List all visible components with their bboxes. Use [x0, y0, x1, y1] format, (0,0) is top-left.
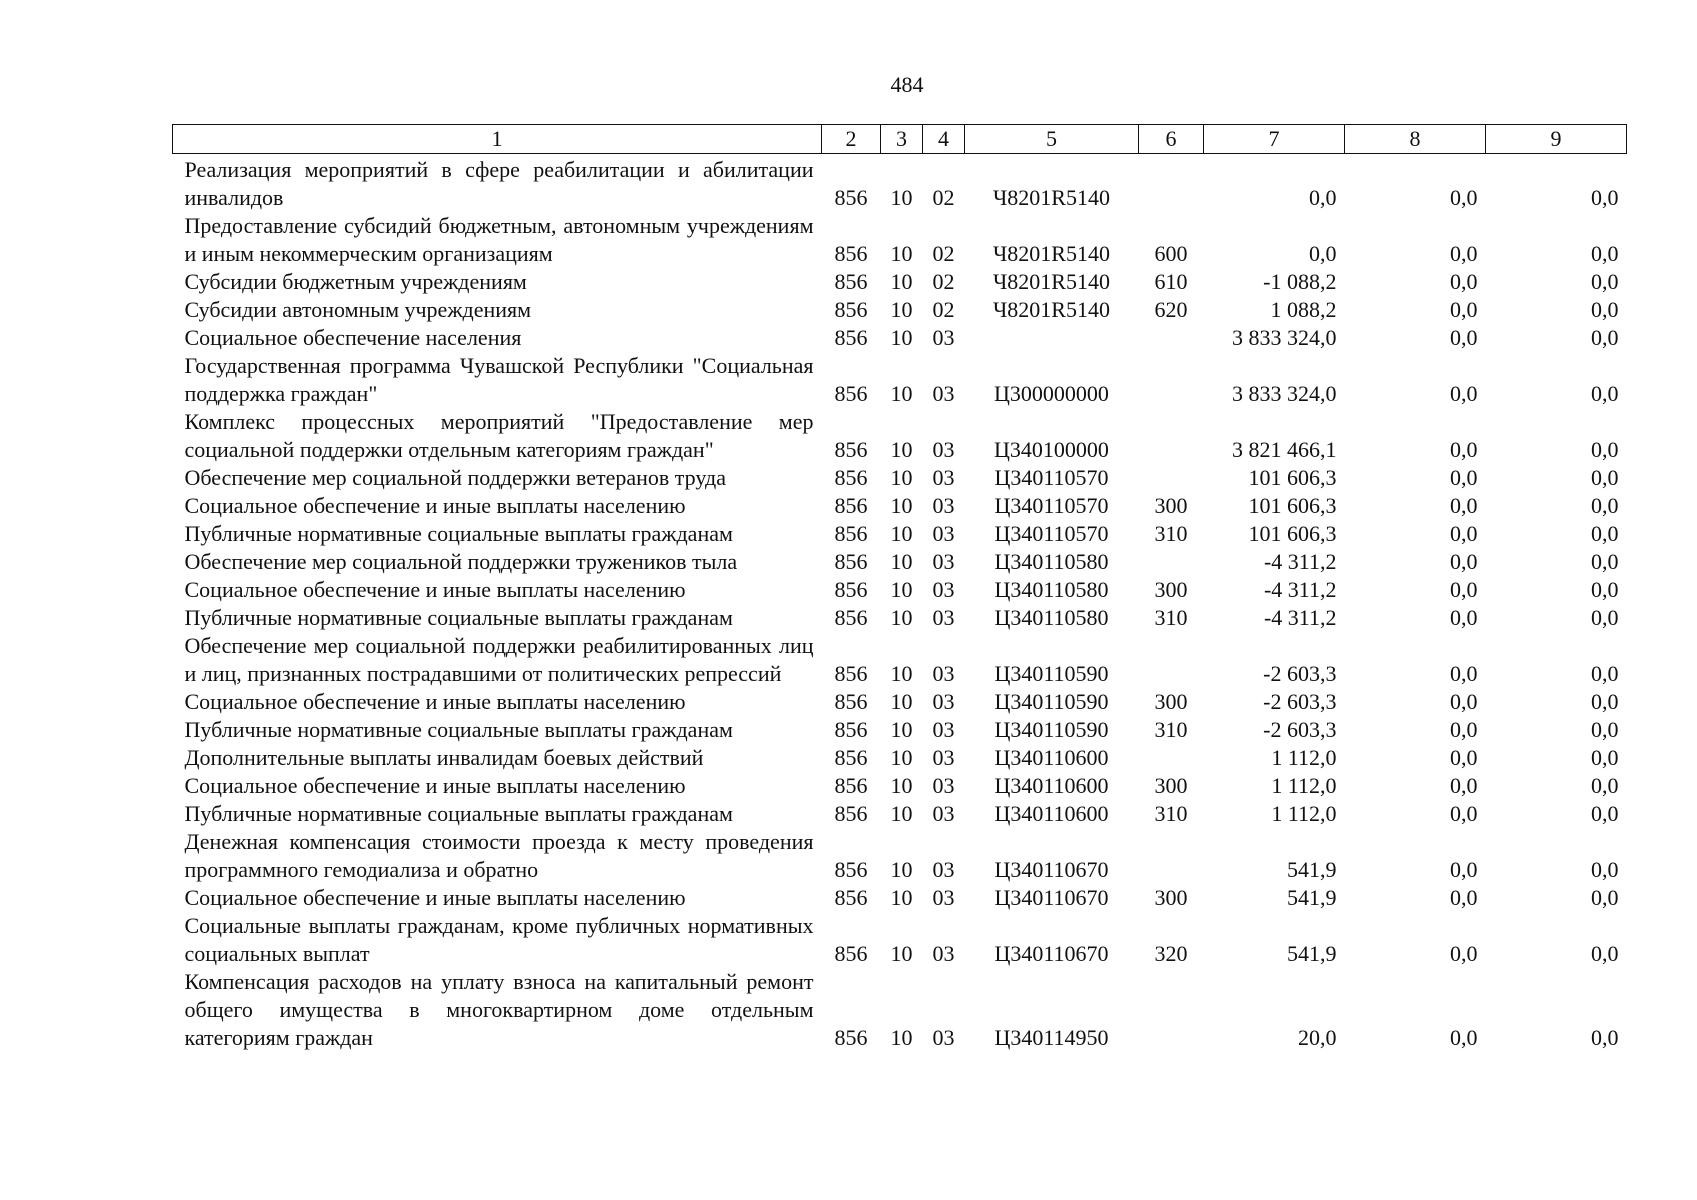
row-target-article: Ц340110600	[994, 801, 1109, 826]
table-row	[173, 688, 1627, 716]
row-section: 10	[890, 269, 913, 294]
row-name: Социальное обеспечение и иные выплаты населению	[184, 689, 686, 714]
table-row	[173, 576, 1627, 604]
row-target-article: Ч8201R5140	[993, 269, 1110, 294]
row-amount-col8: 0,0	[1450, 717, 1478, 742]
row-section: 10	[890, 521, 913, 546]
row-amount-col7: -2 603,3	[1263, 717, 1337, 742]
row-amount-col8: 0,0	[1450, 605, 1478, 630]
row-amount-col8: 0,0	[1450, 801, 1478, 826]
header-col-7: 7	[1204, 125, 1345, 154]
row-name: Денежная компенсация стоимости проезда к месту проведения программного гемодиализа и обратно	[184, 829, 814, 882]
row-expense-type: 310	[1154, 521, 1188, 546]
row-name: Реализация мероприятий в сфере реабилитации и абилитации инвалидов	[184, 157, 814, 210]
row-amount-col7: -2 603,3	[1263, 661, 1337, 686]
row-section: 10	[890, 493, 913, 518]
row-name: Публичные нормативные социальные выплаты гражданам	[184, 801, 733, 826]
row-subsection: 03	[932, 465, 955, 490]
row-target-article: Ч8201R5140	[993, 297, 1110, 322]
row-amount-col7: 1 088,2	[1270, 297, 1337, 322]
row-section: 10	[890, 661, 913, 686]
row-admin-code: 856	[834, 717, 868, 742]
row-amount-col8: 0,0	[1450, 1025, 1478, 1050]
row-name: Социальное обеспечение и иные выплаты населению	[184, 885, 686, 910]
row-target-article: Ц340110600	[994, 773, 1109, 798]
row-amount-col9: 0,0	[1591, 521, 1619, 546]
row-subsection: 03	[932, 941, 955, 966]
row-section: 10	[890, 941, 913, 966]
row-expense-type	[1139, 632, 1204, 688]
row-amount-col9: 0,0	[1591, 185, 1619, 210]
row-admin-code: 856	[834, 297, 868, 322]
row-amount-col7: 1 112,0	[1271, 745, 1337, 770]
row-amount-col9: 0,0	[1591, 381, 1619, 406]
row-amount-col7: 20,0	[1298, 1025, 1337, 1050]
table-row	[173, 212, 1627, 268]
header-col-5: 5	[965, 125, 1139, 154]
row-admin-code: 856	[834, 801, 868, 826]
row-target-article: Ч8201R5140	[993, 185, 1110, 210]
row-name: Комплекс процессных мероприятий "Предоставление мер социальной поддержки отдельным категориям граждан"	[184, 409, 814, 462]
row-section: 10	[890, 325, 913, 350]
row-expense-type	[1139, 828, 1204, 884]
row-section: 10	[890, 437, 913, 462]
row-subsection: 03	[932, 521, 955, 546]
row-amount-col9: 0,0	[1591, 801, 1619, 826]
row-target-article: Ц340110580	[994, 577, 1109, 602]
row-name: Обеспечение мер социальной поддержки реабилитированных лиц и лиц, признанных пострадавшими от политических репрессий	[184, 633, 814, 686]
row-admin-code: 856	[834, 577, 868, 602]
row-admin-code: 856	[834, 241, 868, 266]
row-amount-col9: 0,0	[1591, 605, 1619, 630]
table-header	[173, 125, 1627, 154]
row-subsection: 02	[932, 241, 955, 266]
row-amount-col7: -4 311,2	[1263, 577, 1337, 602]
row-admin-code: 856	[834, 269, 868, 294]
row-name: Субсидии бюджетным учреждениям	[184, 269, 527, 294]
row-subsection: 03	[932, 773, 955, 798]
row-amount-col8: 0,0	[1450, 493, 1478, 518]
row-section: 10	[890, 185, 913, 210]
row-amount-col9: 0,0	[1591, 941, 1619, 966]
table-row	[173, 464, 1627, 492]
table-row	[173, 968, 1627, 1052]
row-amount-col8: 0,0	[1450, 885, 1478, 910]
row-amount-col8: 0,0	[1450, 241, 1478, 266]
row-name: Государственная программа Чувашской Республики "Социальная поддержка граждан"	[184, 353, 814, 406]
row-admin-code: 856	[834, 437, 868, 462]
row-target-article: Ц340110570	[994, 465, 1109, 490]
table-row	[173, 548, 1627, 576]
row-amount-col9: 0,0	[1591, 297, 1619, 322]
row-expense-type: 320	[1154, 941, 1188, 966]
row-section: 10	[890, 1025, 913, 1050]
row-name: Публичные нормативные социальные выплаты гражданам	[184, 605, 733, 630]
header-col-3: 3	[881, 125, 923, 154]
row-expense-type	[1139, 408, 1204, 464]
row-amount-col9: 0,0	[1591, 745, 1619, 770]
table-row	[173, 716, 1627, 744]
row-name: Публичные нормативные социальные выплаты гражданам	[184, 521, 733, 546]
row-subsection: 02	[932, 269, 955, 294]
row-amount-col7: 3 833 324,0	[1232, 325, 1337, 350]
row-amount-col9: 0,0	[1591, 241, 1619, 266]
row-section: 10	[890, 717, 913, 742]
row-name: Субсидии автономным учреждениям	[184, 297, 532, 322]
row-expense-type	[1139, 154, 1204, 213]
row-amount-col7: 0,0	[1309, 241, 1337, 266]
row-subsection: 03	[932, 1025, 955, 1050]
row-subsection: 03	[932, 689, 955, 714]
row-subsection: 03	[932, 437, 955, 462]
row-amount-col7: 1 112,0	[1271, 801, 1337, 826]
row-amount-col9: 0,0	[1591, 577, 1619, 602]
row-expense-type: 310	[1154, 801, 1188, 826]
row-expense-type	[1139, 548, 1204, 576]
row-admin-code: 856	[834, 1025, 868, 1050]
row-amount-col7: 541,9	[1287, 885, 1337, 910]
row-subsection: 03	[932, 745, 955, 770]
header-col-1: 1	[173, 125, 822, 154]
budget-table	[172, 124, 1627, 1052]
row-amount-col9: 0,0	[1591, 717, 1619, 742]
row-target-article: Ц340110590	[994, 661, 1109, 686]
row-section: 10	[890, 745, 913, 770]
row-amount-col8: 0,0	[1450, 857, 1478, 882]
row-amount-col8: 0,0	[1450, 381, 1478, 406]
row-target-article: Ц300000000	[994, 381, 1109, 406]
row-name: Социальное обеспечение населения	[184, 325, 522, 350]
table-row	[173, 408, 1627, 464]
row-section: 10	[890, 689, 913, 714]
row-expense-type	[1139, 744, 1204, 772]
row-amount-col7: 3 821 466,1	[1232, 437, 1337, 462]
row-section: 10	[890, 857, 913, 882]
row-target-article: Ц340110570	[994, 493, 1109, 518]
row-amount-col8: 0,0	[1450, 689, 1478, 714]
row-admin-code: 856	[834, 941, 868, 966]
row-subsection: 03	[932, 549, 955, 574]
row-amount-col8: 0,0	[1450, 297, 1478, 322]
row-target-article: Ц340110670	[994, 885, 1109, 910]
row-name: Обеспечение мер социальной поддержки тружеников тыла	[184, 549, 738, 574]
row-subsection: 03	[932, 885, 955, 910]
row-amount-col7: -2 603,3	[1263, 689, 1337, 714]
row-target-article: Ц340110590	[994, 717, 1109, 742]
row-subsection: 03	[932, 605, 955, 630]
row-expense-type: 310	[1154, 717, 1188, 742]
row-amount-col8: 0,0	[1450, 465, 1478, 490]
table-row	[173, 604, 1627, 632]
row-expense-type: 620	[1154, 297, 1188, 322]
row-expense-type: 300	[1154, 577, 1188, 602]
row-amount-col9: 0,0	[1591, 269, 1619, 294]
row-section: 10	[890, 241, 913, 266]
table-row	[173, 632, 1627, 688]
row-name: Компенсация расходов на уплату взноса на капитальный ремонт общего имущества в многоквартирном доме отдельным категориям граждан	[184, 969, 814, 1050]
row-target-article: Ц340110580	[994, 605, 1109, 630]
row-amount-col8: 0,0	[1450, 325, 1478, 350]
row-name: Социальное обеспечение и иные выплаты населению	[184, 493, 686, 518]
row-amount-col7: 541,9	[1287, 941, 1337, 966]
row-amount-col9: 0,0	[1591, 661, 1619, 686]
row-amount-col8: 0,0	[1450, 941, 1478, 966]
row-amount-col9: 0,0	[1591, 1025, 1619, 1050]
row-subsection: 03	[932, 801, 955, 826]
row-subsection: 03	[932, 577, 955, 602]
row-target-article: Ц340110670	[994, 857, 1109, 882]
row-subsection: 03	[932, 381, 955, 406]
row-amount-col7: 101 606,3	[1248, 493, 1337, 518]
header-col-6: 6	[1139, 125, 1204, 154]
table-row	[173, 520, 1627, 548]
table-row	[173, 744, 1627, 772]
row-expense-type	[1139, 324, 1204, 352]
row-amount-col7: 1 112,0	[1271, 773, 1337, 798]
row-expense-type: 300	[1154, 885, 1188, 910]
row-amount-col9: 0,0	[1591, 689, 1619, 714]
row-amount-col7: -4 311,2	[1263, 605, 1337, 630]
row-section: 10	[890, 605, 913, 630]
table-row	[173, 352, 1627, 408]
row-admin-code: 856	[834, 857, 868, 882]
row-subsection: 03	[932, 661, 955, 686]
row-target-article: Ц340100000	[994, 437, 1109, 462]
row-amount-col9: 0,0	[1591, 773, 1619, 798]
row-section: 10	[890, 801, 913, 826]
row-admin-code: 856	[834, 549, 868, 574]
row-admin-code: 856	[834, 689, 868, 714]
row-expense-type: 300	[1154, 689, 1188, 714]
row-target-article	[965, 324, 1139, 352]
row-section: 10	[890, 577, 913, 602]
row-admin-code: 856	[834, 381, 868, 406]
row-subsection: 03	[932, 857, 955, 882]
row-expense-type: 300	[1154, 773, 1188, 798]
row-amount-col7: -4 311,2	[1263, 549, 1337, 574]
row-section: 10	[890, 549, 913, 574]
row-amount-col7: -1 088,2	[1263, 269, 1337, 294]
row-admin-code: 856	[834, 773, 868, 798]
row-amount-col9: 0,0	[1591, 549, 1619, 574]
row-admin-code: 856	[834, 885, 868, 910]
row-subsection: 03	[932, 717, 955, 742]
row-amount-col8: 0,0	[1450, 745, 1478, 770]
row-subsection: 02	[932, 297, 955, 322]
row-admin-code: 856	[834, 605, 868, 630]
row-name: Публичные нормативные социальные выплаты гражданам	[184, 717, 733, 742]
table-row	[173, 296, 1627, 324]
row-amount-col7: 101 606,3	[1248, 521, 1337, 546]
row-expense-type: 610	[1154, 269, 1188, 294]
header-col-8: 8	[1345, 125, 1486, 154]
row-amount-col9: 0,0	[1591, 437, 1619, 462]
row-amount-col8: 0,0	[1450, 521, 1478, 546]
header-col-2: 2	[822, 125, 881, 154]
row-name: Дополнительные выплаты инвалидам боевых действий	[184, 745, 704, 770]
row-target-article: Ц340110670	[994, 941, 1109, 966]
row-amount-col7: 541,9	[1287, 857, 1337, 882]
row-amount-col9: 0,0	[1591, 857, 1619, 882]
row-expense-type	[1139, 464, 1204, 492]
row-target-article: Ц340110600	[994, 745, 1109, 770]
row-target-article: Ч8201R5140	[993, 241, 1110, 266]
table-row	[173, 912, 1627, 968]
row-section: 10	[890, 465, 913, 490]
table-row	[173, 492, 1627, 520]
row-expense-type: 600	[1154, 241, 1188, 266]
page-number: 484	[890, 72, 924, 97]
row-expense-type: 300	[1154, 493, 1188, 518]
table-row	[173, 154, 1627, 213]
row-section: 10	[890, 381, 913, 406]
header-row	[173, 125, 1627, 154]
row-name: Социальные выплаты гражданам, кроме публичных нормативных социальных выплат	[184, 913, 814, 966]
row-amount-col8: 0,0	[1450, 269, 1478, 294]
row-amount-col7: 0,0	[1309, 185, 1337, 210]
row-amount-col8: 0,0	[1450, 437, 1478, 462]
row-name: Обеспечение мер социальной поддержки ветеранов труда	[184, 465, 726, 490]
row-expense-type	[1139, 352, 1204, 408]
row-target-article: Ц340110580	[994, 549, 1109, 574]
row-subsection: 03	[932, 325, 955, 350]
row-name: Социальное обеспечение и иные выплаты населению	[184, 773, 686, 798]
row-admin-code: 856	[834, 745, 868, 770]
row-amount-col9: 0,0	[1591, 885, 1619, 910]
header-col-9: 9	[1486, 125, 1627, 154]
row-target-article: Ц340110590	[994, 689, 1109, 714]
table-row	[173, 268, 1627, 296]
row-amount-col9: 0,0	[1591, 465, 1619, 490]
table-row	[173, 828, 1627, 884]
row-section: 10	[890, 773, 913, 798]
row-amount-col7: 3 833 324,0	[1232, 381, 1337, 406]
row-amount-col7: 101 606,3	[1248, 465, 1337, 490]
header-col-4: 4	[923, 125, 965, 154]
table-row	[173, 800, 1627, 828]
row-admin-code: 856	[834, 493, 868, 518]
row-amount-col8: 0,0	[1450, 185, 1478, 210]
row-admin-code: 856	[834, 325, 868, 350]
row-amount-col8: 0,0	[1450, 661, 1478, 686]
row-name: Предоставление субсидий бюджетным, автономным учреждениям и иным некоммерческим организациям	[184, 213, 814, 266]
row-amount-col8: 0,0	[1450, 773, 1478, 798]
table-row	[173, 884, 1627, 912]
row-target-article: Ц340114950	[994, 1025, 1109, 1050]
row-amount-col8: 0,0	[1450, 549, 1478, 574]
row-section: 10	[890, 885, 913, 910]
row-subsection: 03	[932, 493, 955, 518]
row-amount-col8: 0,0	[1450, 577, 1478, 602]
row-admin-code: 856	[834, 185, 868, 210]
table-row	[173, 772, 1627, 800]
row-amount-col9: 0,0	[1591, 493, 1619, 518]
row-admin-code: 856	[834, 521, 868, 546]
row-admin-code: 856	[834, 661, 868, 686]
row-expense-type: 310	[1154, 605, 1188, 630]
row-subsection: 02	[932, 185, 955, 210]
table-body	[173, 154, 1627, 1053]
row-target-article: Ц340110570	[994, 521, 1109, 546]
row-section: 10	[890, 297, 913, 322]
row-name: Социальное обеспечение и иные выплаты населению	[184, 577, 686, 602]
row-admin-code: 856	[834, 465, 868, 490]
row-amount-col9: 0,0	[1591, 325, 1619, 350]
table-row	[173, 324, 1627, 352]
row-expense-type	[1139, 968, 1204, 1052]
